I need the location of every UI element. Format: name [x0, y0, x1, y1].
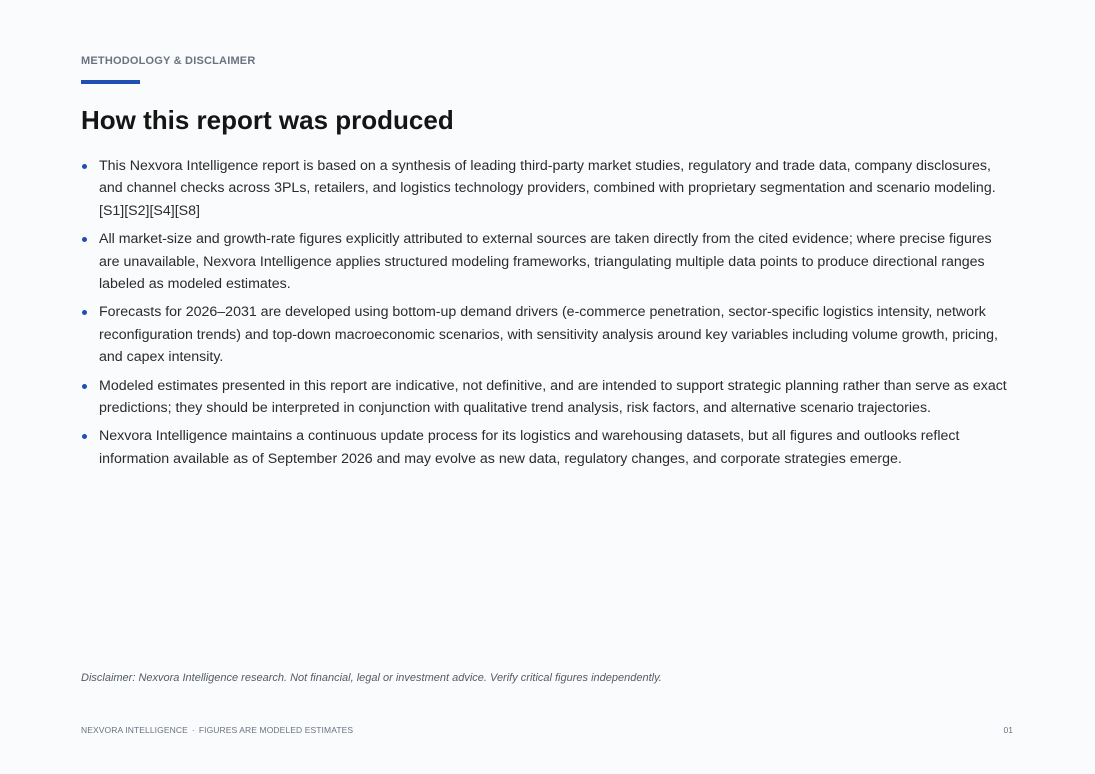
section-eyebrow: METHODOLOGY & DISCLAIMER — [81, 55, 256, 67]
report-page — [81, 0, 1014, 774]
footer-brand-line — [81, 725, 353, 735]
footer-separator: · — [191, 725, 195, 735]
list-item-text: Nexvora Intelligence maintains a continuous update process for its logistics and warehousing datasets, but all figures and outlooks reflect information available as of September 2026 and may evolve as new data, regulatory changes, and corporate strategies emerge. — [99, 428, 960, 467]
bullet-icon — [82, 434, 87, 439]
list-item — [81, 301, 1011, 368]
bullet-icon — [82, 164, 87, 169]
bullet-icon — [82, 384, 87, 389]
list-item — [81, 228, 1011, 295]
list-item-text: Modeled estimates presented in this report are indicative, not definitive, and are intended to support strategic planning rather than serve as exact predictions; they should be interpreted in conjunction with qualitative trend analysis, risk factors, and alternative scenario trajectories. — [99, 377, 1007, 417]
page-title: How this report was produced — [81, 105, 454, 135]
accent-bar — [81, 80, 140, 84]
list-item — [81, 425, 1011, 470]
list-item-text: This Nexvora Intelligence report is based on a synthesis of leading third-party market studies, regulatory and trade data, company disclosures, and channel checks across 3PLs, retailers, and logistics technology providers, combined with proprietary segmentation and scenario modeling.[S1][S2][S4][S8] — [99, 158, 996, 219]
footer-note: FIGURES ARE MODELED ESTIMATES — [198, 725, 354, 735]
methodology-list — [81, 155, 1011, 476]
list-item — [81, 155, 1011, 222]
list-item-text: All market-size and growth-rate figures explicitly attributed to external sources are taken directly from the cited evidence; where precise figures are unavailable, Nexvora Intelligence applies structured modeling frameworks, triangulating multiple data points to produce directional ranges labeled as modeled estimates. — [99, 231, 992, 293]
page-number: 01 — [1003, 725, 1013, 735]
footer-brand: NEXVORA INTELLIGENCE — [81, 725, 188, 735]
disclaimer-text: Disclaimer: Nexvora Intelligence research. Not financial, legal or investment advice. Verify critical figures independently. — [81, 672, 662, 684]
bullet-icon — [82, 310, 87, 315]
bullet-icon — [82, 237, 87, 242]
list-item — [81, 375, 1011, 420]
list-item-text: Forecasts for 2026–2031 are developed using bottom-up demand drivers (e-commerce penetration, sector-specific logistics intensity, network reconfiguration trends) and top-down macroeconomic scenarios, with sensitivity analysis around key variables including volume growth, pricing, and capex intensity. — [99, 304, 998, 366]
